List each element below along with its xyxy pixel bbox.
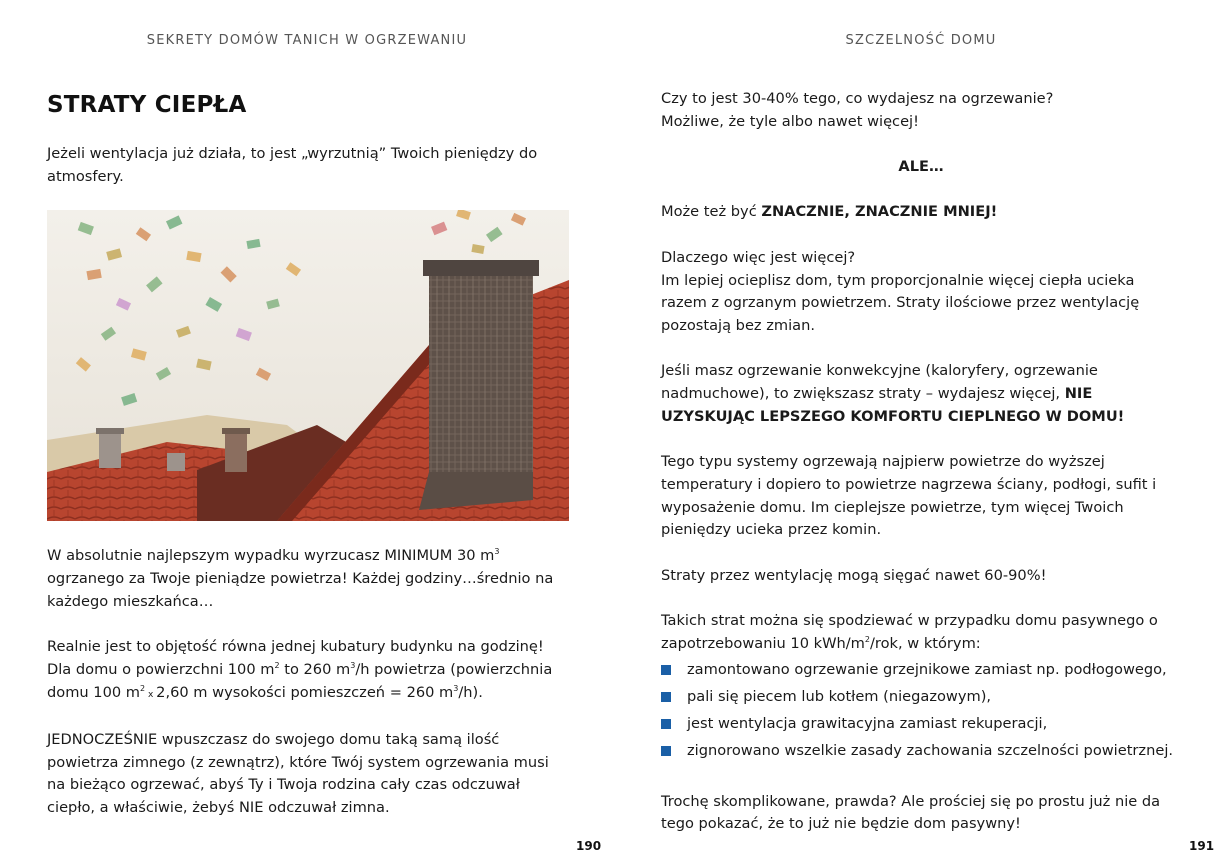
list-item: zignorowano wszelkie zasady zachowania szczelności powietrznej. <box>661 738 1181 765</box>
minimum-paragraph: W absolutnie najlepszym wypadku wyrzucasz MINIMUM 30 $m^3$ ogrzanego za Twoje pieniądze powietrza! Każdej godziny…średnio na każdego mieszkańca… <box>47 547 554 610</box>
cold-air-paragraph: JEDNOCZEŚNIE wpuszczasz do swojego domu taką samą ilość powietrza zimnego (z zewnątrz), które Twój system ogrzewania musi na bieżąco ogrzewać, abyś Ty i Twoja rodzina cały czas odczuwał ciepło, a właściwie, żebyś NIE odczuwał zimna. <box>47 731 549 817</box>
volume-paragraph: Realnie jest to objętość równa jednej kubatury budynku na godzinę! Dla domu o powierzchni 100 $m^2$ to 260 $m^3/h$ powietrza (powierzchnia domu 100 $m^2$ x 2,60 m wysokości pomieszczeń = 260 $m^3/h$). <box>47 638 553 701</box>
bullet-square-icon <box>661 665 671 675</box>
right-content <box>661 88 1181 836</box>
question-paragraph: Czy to jest 30-40% tego, co wydajesz na ogrzewanie? Możliwe, że tyle albo nawet więcej! <box>661 90 1054 130</box>
main-chimney <box>429 272 533 472</box>
passive-house-paragraph: Takich strat można się spodziewać w przypadku domu pasywnego o zapotrzebowaniu 10 kWh/$m^2$/rok, w którym: <box>661 612 1158 652</box>
ale-heading: ALE… <box>898 158 944 176</box>
running-header-right: SZCZELNOŚĆ DOMU <box>845 33 997 48</box>
chimney-money-photo <box>47 210 569 521</box>
left-content <box>47 88 569 820</box>
bullet-square-icon <box>661 746 671 756</box>
list-item: pali się piecem lub kotłem (niegazowym), <box>661 684 1181 711</box>
intro-paragraph: Jeżeli wentylacja już działa, to jest „wyrzutnią” Twoich pieniędzy do atmosfery. <box>47 145 538 185</box>
list-item: jest wentylacja grawitacyjna zamiast rekuperacji, <box>661 711 1181 738</box>
bullet-square-icon <box>661 692 671 702</box>
losses-paragraph: Straty przez wentylację mogą sięgać nawet 60-90%! <box>661 566 1047 584</box>
small-chimney-2 <box>167 453 185 471</box>
page-number-right: 191 <box>1189 839 1215 853</box>
right-page <box>614 0 1228 867</box>
section-title: STRATY CIEPŁA <box>47 92 247 118</box>
small-chimney-3 <box>225 432 247 472</box>
running-header-left: SEKRETY DOMÓW TANICH W OGRZEWANIU <box>146 33 468 48</box>
closing-paragraph: Trochę skomplikowane, prawda? Ale prościej się po prostu już nie da tego pokazać, że to już nie będzie dom pasywny! <box>661 792 1161 833</box>
may-be-less-paragraph: Może też być ZNACZNIE, ZNACZNIE MNIEJ! <box>661 203 998 221</box>
small-chimney-1 <box>99 432 121 468</box>
conditions-list <box>661 657 1181 764</box>
list-item: zamontowano ogrzewanie grzejnikowe zamiast np. podłogowego, <box>661 657 1181 684</box>
page-number-left: 190 <box>576 839 602 853</box>
convection-paragraph: Jeśli masz ogrzewanie konwekcyjne (kaloryfery, ogrzewanie nadmuchowe), to zwiększasz straty – wydajesz więcej, NIE UZYSKUJĄC LEPSZEGO KOMFORTU CIEPLNEGO W DOMU! <box>661 362 1125 425</box>
why-paragraph: Dlaczego więc jest więcej? Im lepiej ocieplisz dom, tym proporcjonalnie więcej ciepła ucieka razem z ogrzanym powietrzem. Straty ilościowe przez wentylację pozostają bez zmian. <box>661 248 1140 334</box>
bullet-square-icon <box>661 719 671 729</box>
systems-paragraph: Tego typu systemy ogrzewają najpierw powietrze do wyższej temperatury i dopiero to powietrze nagrzewa ściany, podłogi, sufit i wyposażenie domu. Im cieplejsze powietrze, tym więcej Twoich pieniędzy ucieka przez komin. <box>661 453 1157 539</box>
